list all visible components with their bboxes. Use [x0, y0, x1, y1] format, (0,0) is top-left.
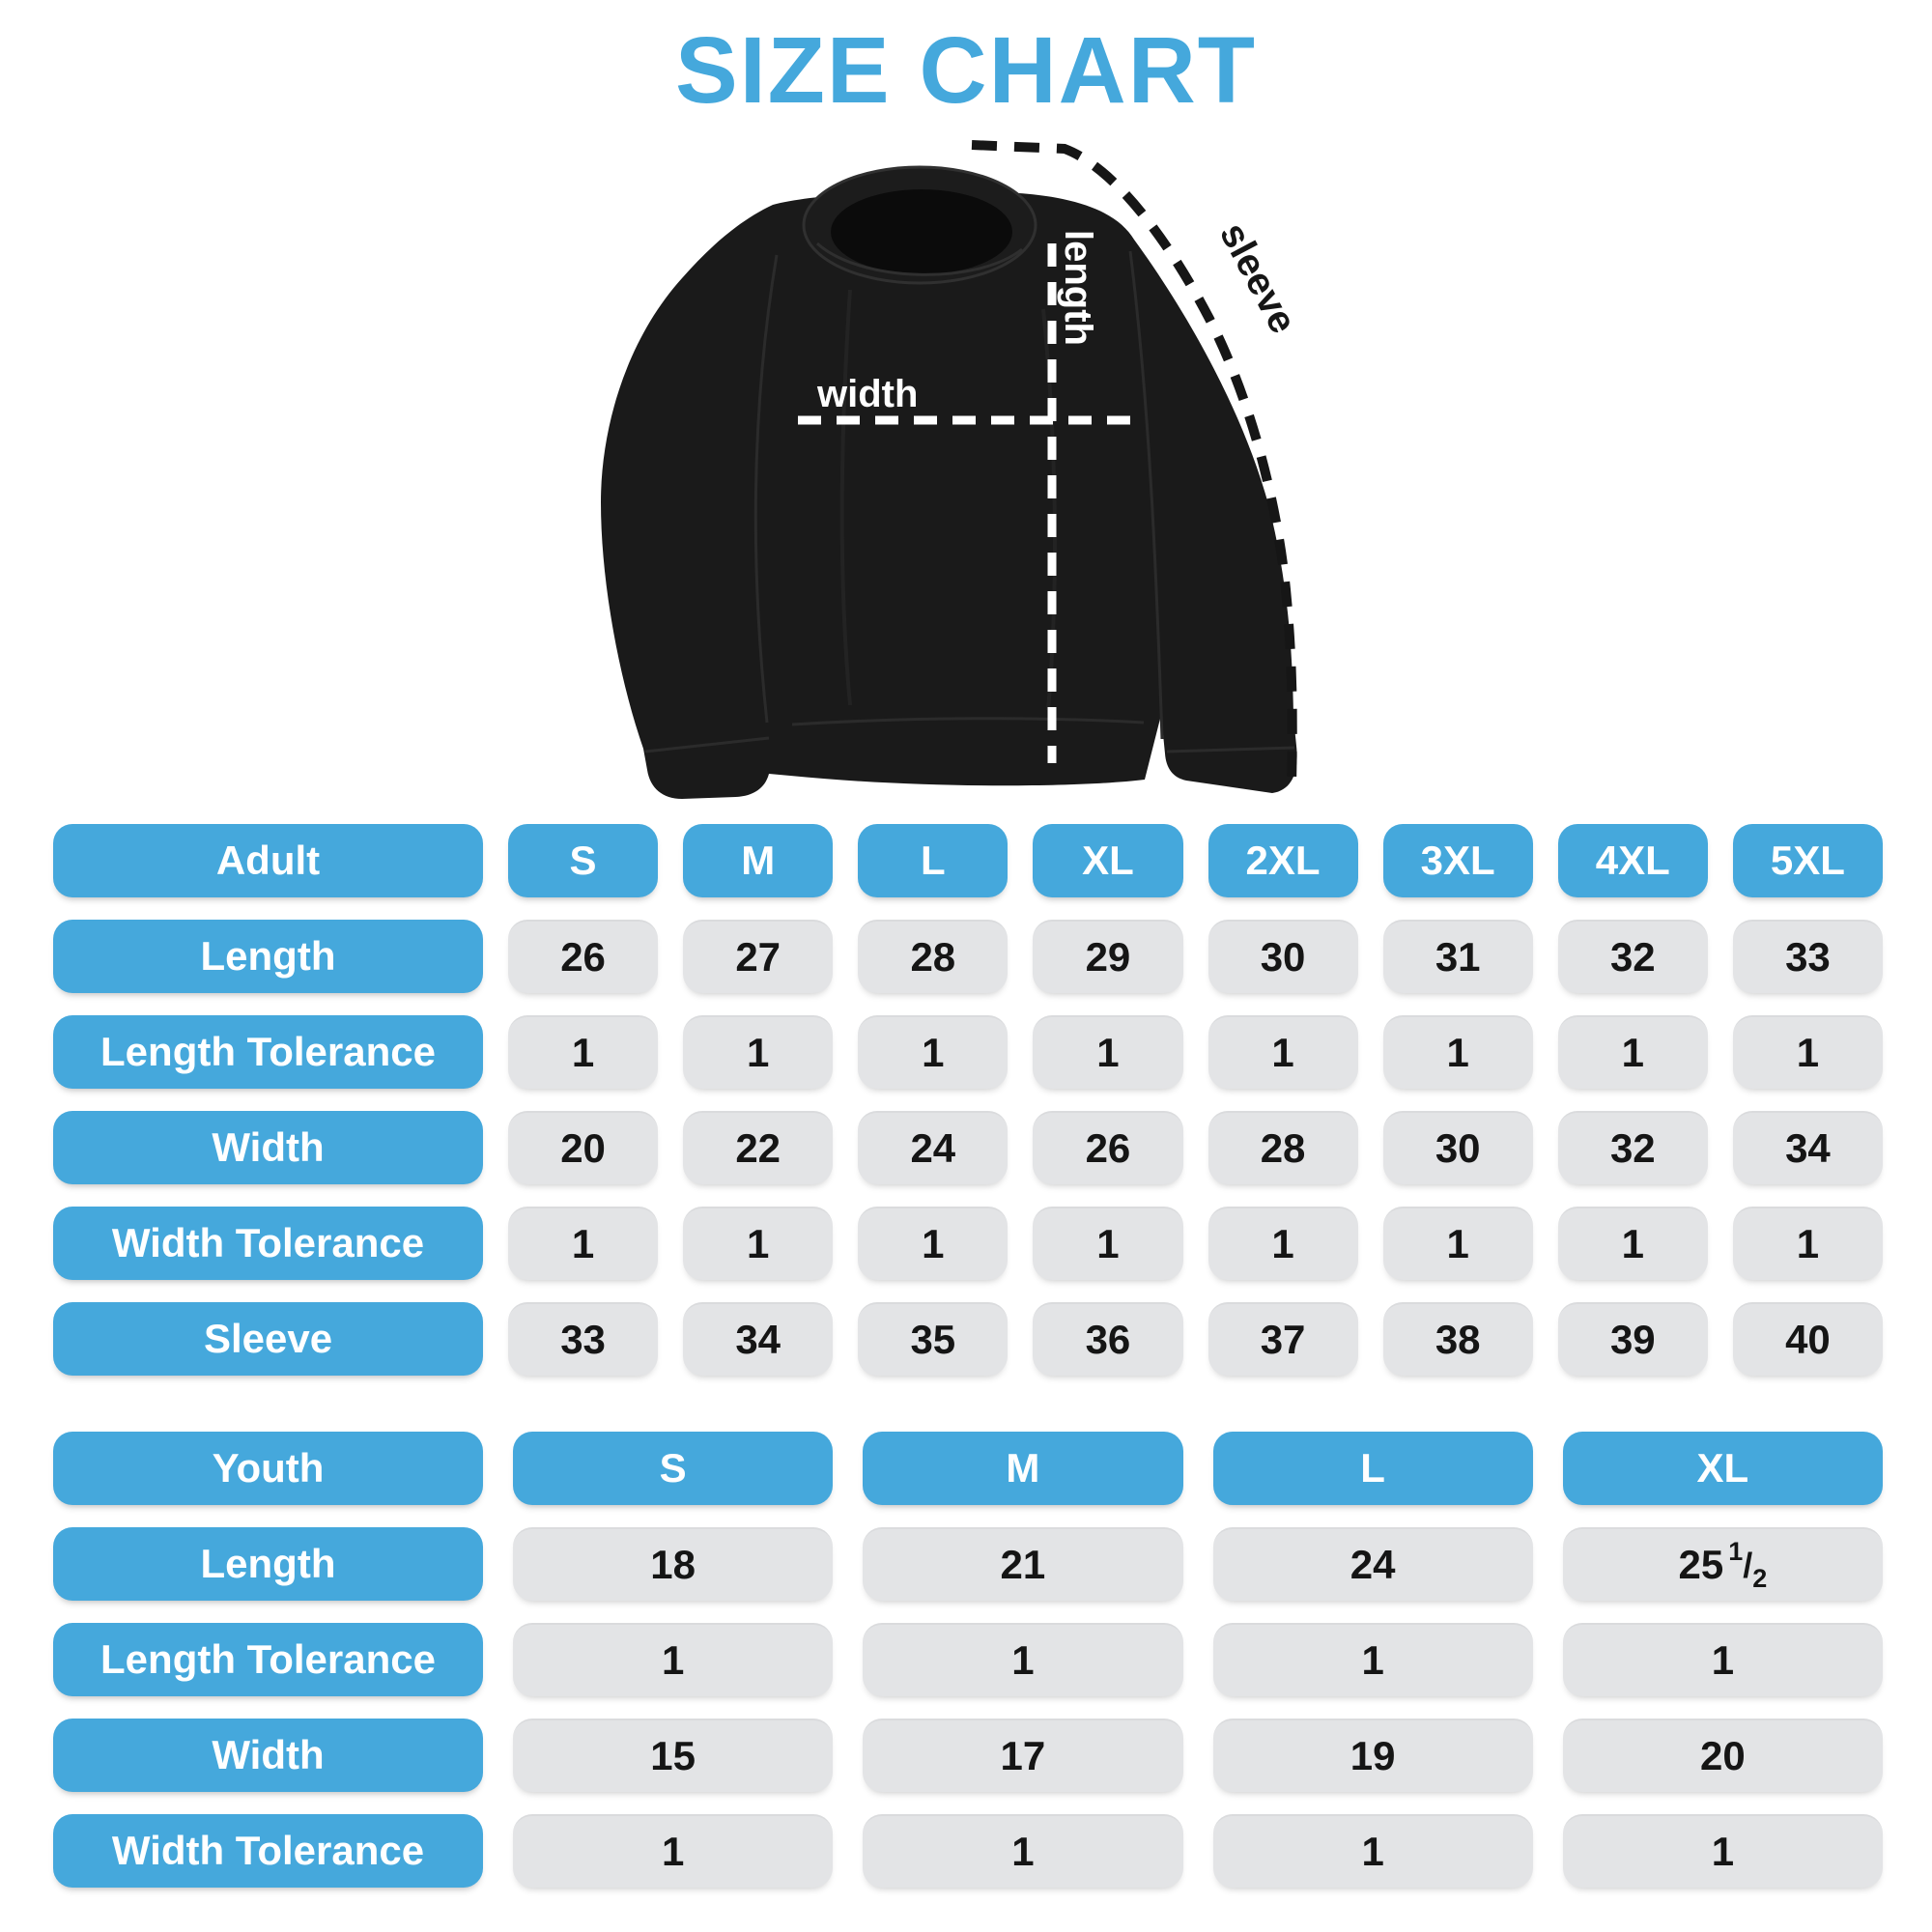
sweatshirt-figure: [0, 0, 1932, 831]
value-cell: 1: [1563, 1623, 1883, 1696]
value-cell: 36: [1033, 1302, 1182, 1376]
value-cell: 1: [1733, 1207, 1883, 1280]
value-cell: 17: [863, 1719, 1182, 1792]
value-cell: 28: [1208, 1111, 1358, 1184]
value-cell: 32: [1558, 920, 1708, 993]
value-cell: 33: [508, 1302, 658, 1376]
value-cell: 15: [513, 1719, 833, 1792]
value-cell: 35: [858, 1302, 1008, 1376]
row-label: Width Tolerance: [53, 1207, 483, 1280]
size-header-cell: 4XL: [1558, 824, 1708, 897]
value-cell: 1: [683, 1207, 833, 1280]
value-cell: 1: [863, 1623, 1182, 1696]
value-cell: 26: [1033, 1111, 1182, 1184]
value-cell: 1: [513, 1814, 833, 1888]
value-fraction: $^1/_2$: [1728, 1536, 1768, 1593]
value-cell: 1: [863, 1814, 1182, 1888]
row-label: Length: [53, 920, 483, 993]
row-label: Width: [53, 1111, 483, 1184]
size-header-cell: S: [513, 1432, 833, 1505]
value-cell: 24: [858, 1111, 1008, 1184]
value-cell: 40: [1733, 1302, 1883, 1376]
value-cell: 19: [1213, 1719, 1533, 1792]
size-header-cell: XL: [1563, 1432, 1883, 1505]
value-cell: 1: [858, 1015, 1008, 1089]
value-cell: 1: [1213, 1623, 1533, 1696]
value-cell: 34: [683, 1302, 833, 1376]
size-header-cell: L: [1213, 1432, 1533, 1505]
value-cell: 38: [1383, 1302, 1533, 1376]
value-cell: 24: [1213, 1527, 1533, 1601]
youth-size-table: [53, 1432, 1883, 1888]
value-whole: 25: [1678, 1542, 1724, 1587]
value-cell: 1: [1563, 1814, 1883, 1888]
size-header-cell: 2XL: [1208, 824, 1358, 897]
page-title: SIZE CHART: [675, 17, 1257, 123]
value-cell: 1: [1208, 1207, 1358, 1280]
size-header-cell: 3XL: [1383, 824, 1533, 897]
value-cell: 1: [508, 1207, 658, 1280]
value-cell: 33: [1733, 920, 1883, 993]
value-cell: 20: [1563, 1719, 1883, 1792]
size-header-cell: XL: [1033, 824, 1182, 897]
value-cell: 1: [1213, 1814, 1533, 1888]
size-header-cell: S: [508, 824, 658, 897]
value-cell: 1: [1383, 1207, 1533, 1280]
sleeve-label: sleeve: [1211, 215, 1305, 341]
adult-size-table: [53, 824, 1883, 1376]
collar-opening: [831, 189, 1012, 274]
value-cell: 26: [508, 920, 658, 993]
value-cell: 39: [1558, 1302, 1708, 1376]
value-cell: 30: [1208, 920, 1358, 993]
value-cell: 1: [858, 1207, 1008, 1280]
value-cell: 1: [1033, 1015, 1182, 1089]
value-cell: 1: [1383, 1015, 1533, 1089]
row-label: Length Tolerance: [53, 1623, 483, 1696]
value-cell: 21: [863, 1527, 1182, 1601]
value-cell-with-fraction: [1563, 1527, 1883, 1601]
value-cell: 31: [1383, 920, 1533, 993]
value-cell: 27: [683, 920, 833, 993]
value-cell: 1: [1558, 1207, 1708, 1280]
length-label: length: [1057, 230, 1099, 346]
size-header-cell: M: [863, 1432, 1182, 1505]
value-cell: 18: [513, 1527, 833, 1601]
row-label: Sleeve: [53, 1302, 483, 1376]
sweatshirt-illustration: [601, 167, 1297, 799]
value-cell: 1: [1208, 1015, 1358, 1089]
size-header-cell: L: [858, 824, 1008, 897]
value-cell: 1: [1558, 1015, 1708, 1089]
size-header-cell: 5XL: [1733, 824, 1883, 897]
value-cell: 1: [1033, 1207, 1182, 1280]
value-cell: 20: [508, 1111, 658, 1184]
value-cell: 1: [683, 1015, 833, 1089]
value-cell: 37: [1208, 1302, 1358, 1376]
value-cell: 34: [1733, 1111, 1883, 1184]
value-cell: 30: [1383, 1111, 1533, 1184]
size-header-cell: M: [683, 824, 833, 897]
row-label: Length: [53, 1527, 483, 1601]
value-cell: 1: [513, 1623, 833, 1696]
width-label: width: [817, 373, 919, 415]
value-cell: 29: [1033, 920, 1182, 993]
value-cell: 1: [508, 1015, 658, 1089]
row-label: Width Tolerance: [53, 1814, 483, 1888]
value-cell: 28: [858, 920, 1008, 993]
adult-table-title: Adult: [53, 824, 483, 897]
youth-table-title: Youth: [53, 1432, 483, 1505]
row-label: Width: [53, 1719, 483, 1792]
value-cell: 1: [1733, 1015, 1883, 1089]
row-label: Length Tolerance: [53, 1015, 483, 1089]
value-cell: 22: [683, 1111, 833, 1184]
value-cell: 32: [1558, 1111, 1708, 1184]
